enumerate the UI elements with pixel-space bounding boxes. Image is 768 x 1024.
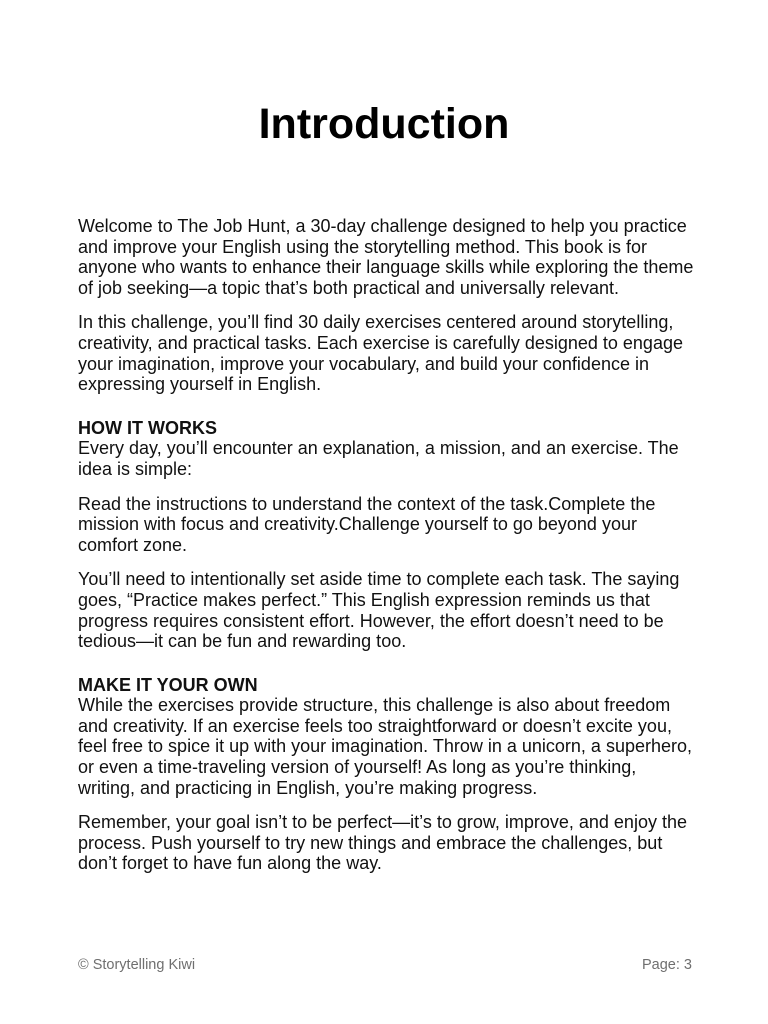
intro-paragraph-1: Welcome to The Job Hunt, a 30-day challenge designed to help you practice and improve your English using the storytelling method. This book is for anyone who wants to enhance their language skills while exploring the theme of job seeking—a topic that’s both practical and universally relevant. xyxy=(78,216,694,298)
how-paragraph-3: You’ll need to intentionally set aside time to complete each task. The saying goes, “Practice makes perfect.” This English expression reminds us that progress requires consistent effort. However, the effort doesn’t need to be tedious—it can be fun and rewarding too. xyxy=(78,569,680,652)
footer-copyright: © Storytelling Kiwi xyxy=(78,957,196,973)
how-paragraph-2: Read the instructions to understand the context of the task.Complete the mission with focus and creativity.Challenge yourself to go beyond your comfort zone. xyxy=(78,493,656,555)
page-title: Introduction xyxy=(258,100,510,148)
how-paragraph-1: Every day, you’ll encounter an explanation, a mission, and an exercise. The idea is simple: xyxy=(78,438,679,479)
own-paragraph-2: Remember, your goal isn’t to be perfect—it’s to grow, improve, and enjoy the process. Push yourself to try new things and embrace the challenges, but don’t forget to have fun along the way. xyxy=(78,812,687,874)
page-body xyxy=(78,216,696,888)
footer-page-number: Page: 3 xyxy=(642,957,692,973)
intro-paragraph-2: In this challenge, you’ll find 30 daily exercises centered around storytelling, creativity, and practical tasks. Each exercise is carefully designed to engage your imagination, improve your vocabulary, and build your confidence in expressing yourself in English. xyxy=(78,312,683,395)
section-heading-how-it-works: HOW IT WORKS xyxy=(78,417,217,438)
section-heading-make-it-your-own: MAKE IT YOUR OWN xyxy=(78,674,258,695)
own-paragraph-1: While the exercises provide structure, this challenge is also about freedom and creativity. If an exercise feels too straightforward or doesn’t excite you, feel free to spice it up with your imagination. Throw in a unicorn, a superhero, or even a time-traveling version of yourself! As long as you’re thinking, writing, and practicing in English, you’re making progress. xyxy=(78,695,692,798)
